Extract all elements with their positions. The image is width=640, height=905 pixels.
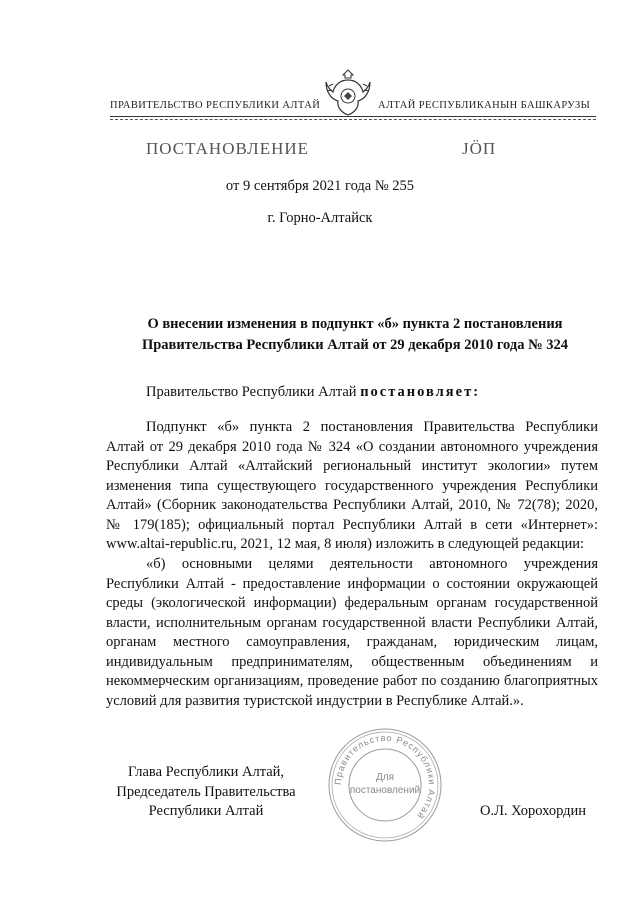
org-name-altai: АЛТАЙ РЕСПУБЛИКАНЫН БАШКАРУЗЫ [378,100,591,111]
position-line-3: Республики Алтай [148,803,264,819]
coat-of-arms-emblem [323,66,373,118]
seal-center-line-2: постановлений [349,785,421,796]
signatory-name: О.Л. Хорохордин [480,803,587,819]
seal-center-line-1: Для [375,772,395,783]
doc-type-altai: ЈӦП [462,139,497,158]
title-line-2: Правительства Республики Алтай от 29 декабря 2010 года № 324 [141,337,569,353]
official-seal-stamp [327,727,443,843]
org-name-russian: ПРАВИТЕЛЬСТВО РЕСПУБЛИКИ АЛТАЙ [110,100,321,111]
position-line-2: Председатель Правительства [116,783,296,800]
resolution-intro [146,383,606,403]
body-paragraph-1: Подпункт «б» пункта 2 постановления Правительства Республики Алтай от 29 декабря 2010 года № 324 «О создании автономного учреждения Республики Алтай «Алтайский региональный институт экологии» путем изменения типа существующего государственного учреждения Республики Алтай» (Сборник законодательства Республики Алтай, 2010, № 72(78); 2020, № 179(185); официальный портал Республики Алтай в сети «Интернет»: www.altai-republic.ru, 2021, 12 мая, 8 июля) изложить в следующей редакции: [106,419,598,552]
header-divider [110,116,596,117]
document-city: г. Горно-Алтайск [267,210,373,226]
document-title [110,314,600,356]
doc-type-russian: ПОСТАНОВЛЕНИЕ [146,139,310,158]
signatory-position [106,763,306,822]
body-paragraph-2: «б) основными целями деятельности автономного учреждения Республики Алтай - предоставление информации о состоянии окружающей среды (экологической информации) федеральным органам государственной власти, исполнительным органам государственной власти Республики Алтай, органам местного самоуправления, гражданам, юридическим лицам, индивидуальным предпринимателям, общественным объединениям и некоммерческим организациям, проведение работ по созданию благоприятных условий для развития туристской индустрии в Республике Алтай.». [106,556,598,709]
intro-emphasis: постановляет: [360,384,481,400]
document-date-number: от 9 сентября 2021 года № 255 [225,178,415,194]
intro-prefix: Правительство Республики Алтай [146,384,361,400]
position-line-1: Глава Республики Алтай, [127,764,285,780]
seal-ring-text: Правительство Республики Алтай [332,732,438,822]
header-divider-dashed [110,119,596,120]
title-line-1: О внесении изменения в подпункт «б» пункта 2 постановления [147,316,563,332]
